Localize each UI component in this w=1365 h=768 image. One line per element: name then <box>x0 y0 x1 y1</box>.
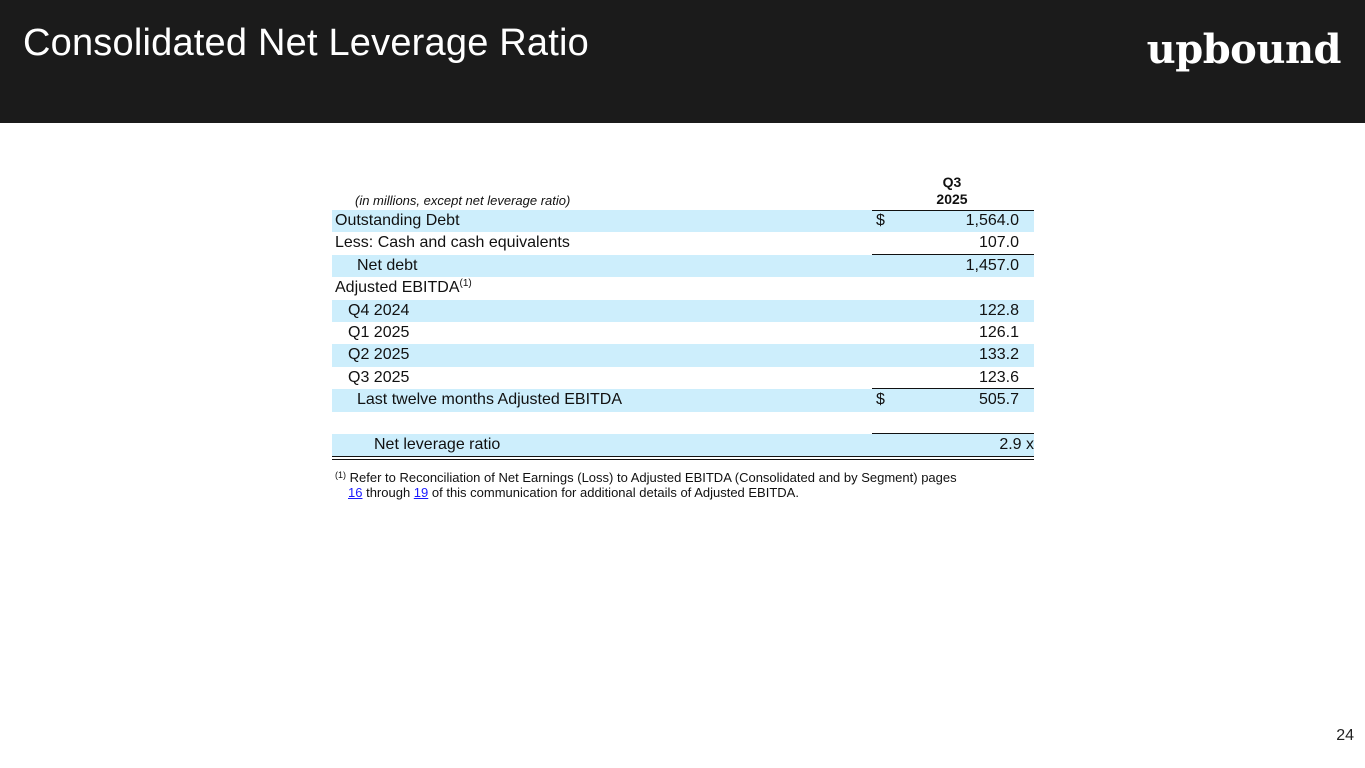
row-value: 123.6 <box>978 368 1019 386</box>
footnote-line-1 <box>335 470 1035 485</box>
footnote-text-1: Refer to Reconciliation of Net Earnings (Loss) to Adjusted EBITDA (Consolidated and by Segment) pages <box>349 470 957 485</box>
row-value: 2.9 x <box>999 435 1034 453</box>
footnote-line-2 <box>335 485 1035 500</box>
row-value: 1,564.0 <box>965 212 1019 229</box>
table-row-net-debt <box>332 255 1034 277</box>
leverage-table <box>332 172 1034 456</box>
currency-symbol: $ <box>876 391 885 409</box>
table-row-q2-2025 <box>332 344 1034 366</box>
column-header-q3-2025 <box>922 174 982 208</box>
table-header <box>332 172 1034 210</box>
table-row-net-leverage-ratio <box>332 434 1034 456</box>
footnote-text-2: through <box>362 485 414 500</box>
row-value: 107.0 <box>978 234 1019 252</box>
column-header-quarter: Q3 <box>942 174 962 190</box>
row-label: Q1 2025 <box>348 323 410 341</box>
page-number: 24 <box>1336 727 1354 744</box>
row-label: Last twelve months Adjusted EBITDA <box>357 391 623 409</box>
table-row-q1-2025 <box>332 322 1034 344</box>
units-note: (in millions, except net leverage ratio) <box>355 193 571 208</box>
adjusted-ebitda-label: Adjusted EBITDA <box>335 279 460 297</box>
footnote-marker: (1) <box>335 470 346 480</box>
row-label <box>335 277 472 299</box>
row-value: 133.2 <box>978 346 1019 364</box>
page-link-16[interactable]: 16 <box>348 485 363 500</box>
table-row-cash <box>332 232 1034 254</box>
row-label: Net debt <box>357 256 418 274</box>
table-row-q3-2025 <box>332 367 1034 389</box>
upbound-logo: upbound <box>1146 26 1341 73</box>
table-row-ltm-ebitda <box>332 389 1034 411</box>
table-row-outstanding-debt <box>332 210 1034 232</box>
table-spacer-row <box>332 412 1034 434</box>
currency-symbol: $ <box>876 212 885 229</box>
footnote-ref: (1) <box>459 278 472 290</box>
row-value: 1,457.0 <box>965 256 1019 274</box>
page-link-19[interactable]: 19 <box>413 485 429 500</box>
page-title: Consolidated Net Leverage Ratio <box>23 22 589 64</box>
row-label: Q4 2024 <box>348 301 410 319</box>
row-label: Q2 2025 <box>348 346 410 364</box>
footnote-text-3: of this communication for additional details of Adjusted EBITDA. <box>428 485 799 500</box>
column-header-year: 2025 <box>936 191 968 207</box>
double-underline <box>332 456 1034 460</box>
row-value: 122.8 <box>978 301 1019 319</box>
table-row-q4-2024 <box>332 300 1034 322</box>
header-bar <box>0 0 1365 123</box>
footnote <box>335 470 1035 500</box>
row-value: 505.7 <box>978 391 1019 409</box>
row-label: Less: Cash and cash equivalents <box>335 234 570 252</box>
row-value: 126.1 <box>978 323 1019 341</box>
row-label: Outstanding Debt <box>335 212 460 229</box>
row-label: Net leverage ratio <box>374 435 501 453</box>
table-row-adjusted-ebitda <box>332 277 1034 299</box>
row-label: Q3 2025 <box>348 368 410 386</box>
